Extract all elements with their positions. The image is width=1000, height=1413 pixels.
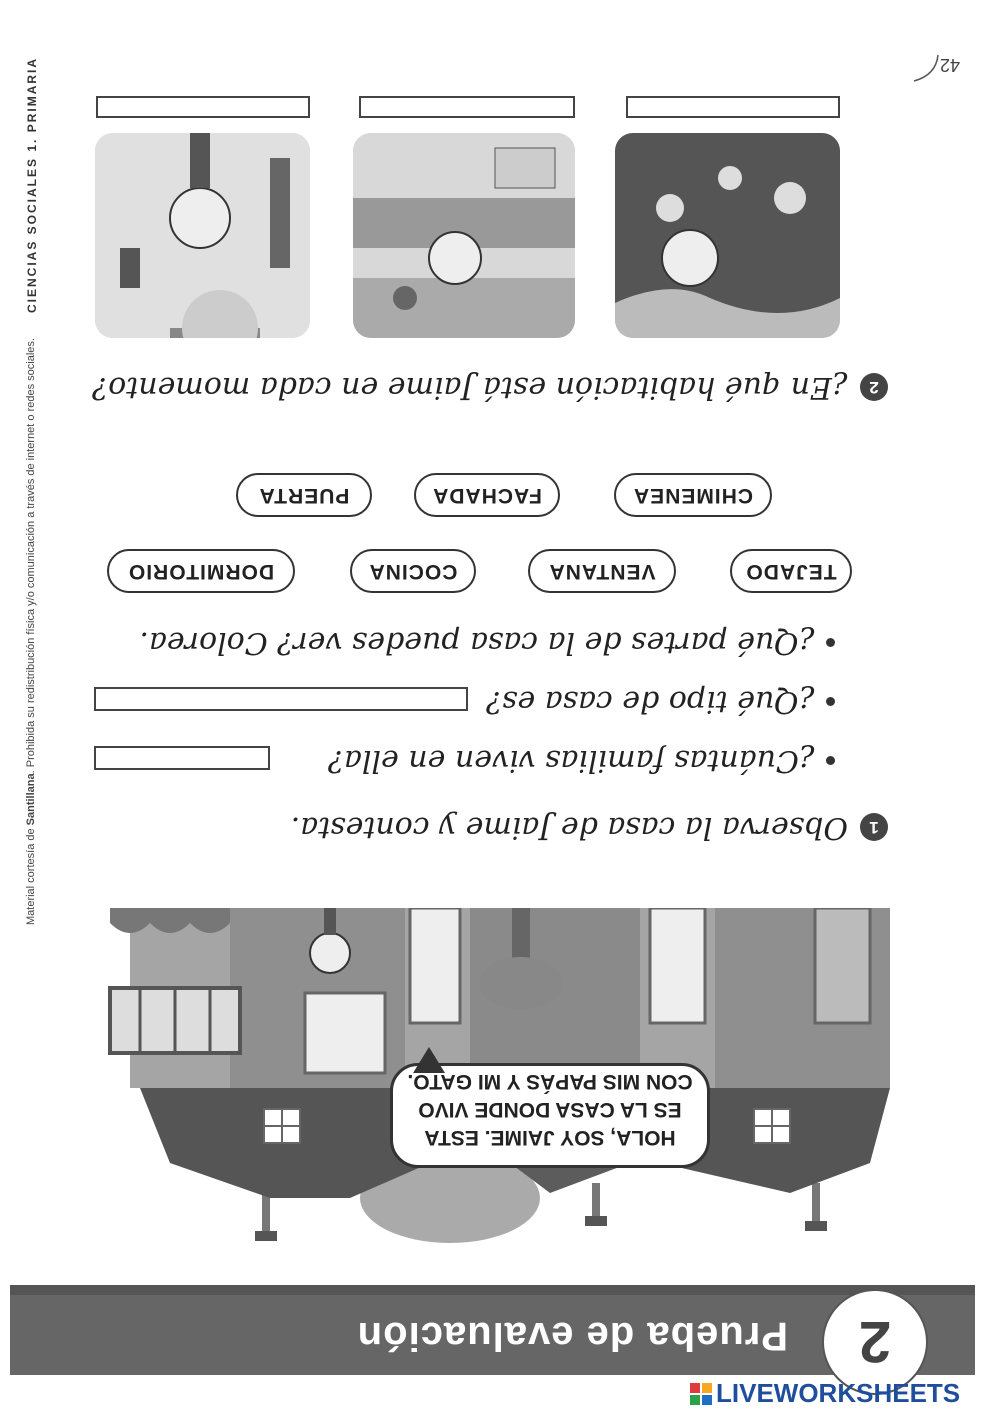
subject-label: CIENCIAS SOCIALES 1. PRIMARIA bbox=[25, 56, 39, 313]
speech-line-3: CON MIS PAPÁS Y MI GATO. bbox=[407, 1070, 693, 1093]
question-1-item-1: ¿Cuántas familias viven en ella? bbox=[327, 743, 815, 778]
question-1-prompt: Observa la casa de Jaime y contesta. bbox=[290, 810, 848, 845]
part-chip-ventana[interactable]: VENTANA bbox=[528, 549, 676, 593]
room-scene-kitchen bbox=[353, 133, 575, 338]
logo-square-green bbox=[690, 1395, 700, 1405]
page-corner-curl-icon bbox=[910, 53, 940, 83]
question-2-number: 2 bbox=[860, 373, 888, 401]
families-answer-box[interactable] bbox=[94, 746, 270, 770]
logo-square-red bbox=[690, 1383, 700, 1393]
page-number: 42 bbox=[939, 55, 960, 75]
part-chip-dormitorio[interactable]: DORMITORIO bbox=[107, 549, 295, 593]
bedroom-drawing bbox=[615, 133, 840, 338]
house-type-answer-box[interactable] bbox=[94, 687, 468, 711]
bullet-icon bbox=[826, 756, 835, 765]
page-title: Prueba de evaluación bbox=[356, 1314, 788, 1358]
room-scene-living-room bbox=[95, 133, 310, 338]
speech-bubble bbox=[390, 1063, 710, 1168]
logo-square-blue bbox=[702, 1395, 712, 1405]
bullet-icon bbox=[826, 638, 835, 647]
question-1-item-3: ¿Qué partes de la casa puedes ver? Colorea. bbox=[139, 625, 815, 660]
speech-line-2: ES LA CASA DONDE VIVO bbox=[418, 1098, 682, 1121]
question-1-number: 1 bbox=[860, 813, 888, 841]
unit-number-badge: 2 bbox=[822, 1289, 928, 1395]
publisher-brand: Santillana bbox=[25, 773, 37, 826]
living-room-drawing bbox=[95, 133, 310, 338]
part-chip-tejado[interactable]: TEJADO bbox=[730, 549, 852, 593]
room-answer-box-2[interactable] bbox=[359, 96, 575, 118]
bullet-icon bbox=[826, 697, 835, 706]
room-scene-bedroom bbox=[615, 133, 840, 338]
copyright-note bbox=[25, 338, 37, 925]
watermark-text: LIVEWORKSHEETS bbox=[716, 1378, 961, 1408]
logo-square-orange bbox=[702, 1383, 712, 1393]
question-1-item-2: ¿Qué tipo de casa es? bbox=[486, 684, 815, 719]
part-chip-cocina[interactable]: COCINA bbox=[350, 549, 476, 593]
kitchen-drawing bbox=[353, 133, 575, 338]
part-chip-chimenea[interactable]: CHIMENEA bbox=[614, 473, 772, 517]
question-2-prompt: ¿En qué habitación está Jaime en cada momento? bbox=[92, 370, 848, 405]
copyright-prefix: Material cortesía de bbox=[25, 825, 37, 925]
speech-line-1: HOLA, SOY JAIME. ESTA bbox=[424, 1126, 676, 1149]
room-answer-box-3[interactable] bbox=[96, 96, 310, 118]
copyright-suffix: . Prohibida su redistribución física y/o comunicación a través de internet o redes sociales. bbox=[25, 338, 37, 774]
header-band-shadow bbox=[10, 1285, 975, 1295]
liveworksheets-logo-icon bbox=[690, 1383, 712, 1405]
room-answer-box-1[interactable] bbox=[626, 96, 840, 118]
part-chip-puerta[interactable]: PUERTA bbox=[236, 473, 372, 517]
speech-bubble-tail bbox=[413, 1047, 445, 1073]
liveworksheets-watermark bbox=[690, 1378, 960, 1409]
part-chip-fachada[interactable]: FACHADA bbox=[414, 473, 560, 517]
